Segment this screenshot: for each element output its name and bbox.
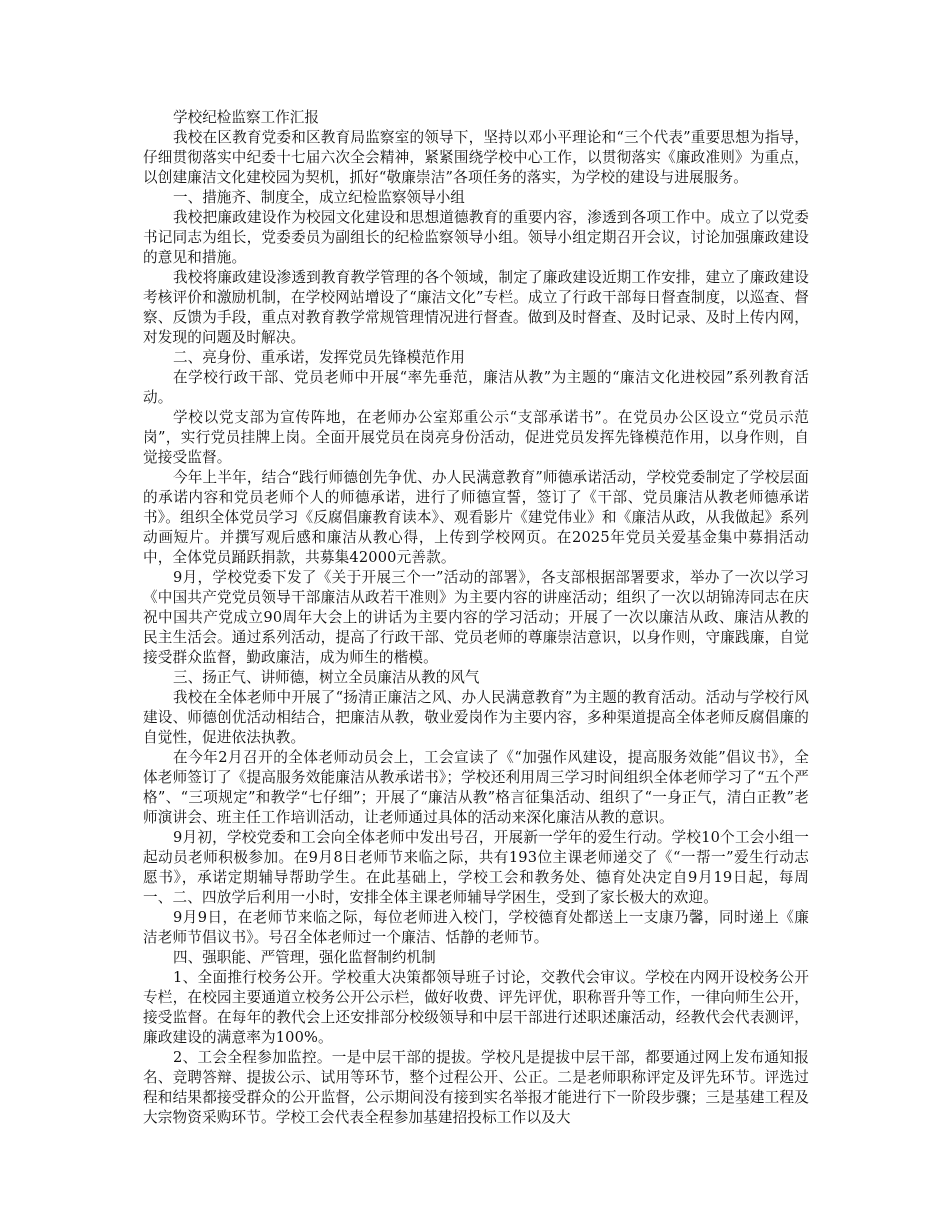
section-heading-2: 二、亮身份、重承诺，发挥党员先锋模范作用 [173,349,465,366]
paragraph: 9月9日，在老师节来临之际，每位老师进入校门，学校德育处都送上一支康乃馨，同时递上《廉洁老师节倡议书》。号召全体老师过一个廉洁、恬静的老师节。 [143,909,809,946]
paragraph: 9月，学校党委下发了《关于开展三个一”活动的部署》，各支部根据部署要求，举办了一次以学习《中国共产党党员领导干部廉洁从政若干准则》为主要内容的讲座活动；组织了一次以胡锦涛同志在庆祝中国共产党成立90周年大会上的讲话为主要内容的学习活动；开展了一次以廉洁从政、廉洁从教的民主生活会。通过系列活动，提高了行政干部、党员老师的尊廉崇洁意识，以身作则，守廉践廉，自觉接受群众监督，勤政廉洁，成为师生的楷模。 [143,569,809,666]
paragraph: 2、工会全程参加监控。一是中层干部的提拔。学校凡是提拔中层干部，都要通过网上发布通知报名、竞聘答辩、提拔公示、试用等环节，整个过程公开、公正。二是老师职称评定及评先环节。评选过程和结果都接受群众的公开监督，公示期间没有接到实名举报才能进行下一阶段步骤；三是基建工程及大宗物资采购环节。学校工会代表全程参加基建招投标工作以及大 [143,1049,809,1126]
document-title: 学校纪检监察工作汇报 [173,109,319,126]
paragraph: 9月初，学校党委和工会向全体老师中发出号召，开展新一学年的爱生行动。学校10个工会小组一起动员老师积极参加。在9月8日老师节来临之际，共有193位主课老师递交了《“一帮一”爱生行动志愿书》，承诺定期辅导帮助学生。在此基础上，学校工会和教务处、德育处决定自9月19日起，每周一、二、四放学后利用一小时，安排全体主课老师辅导学困生，受到了家长极大的欢迎。 [143,829,809,906]
paragraph: 我校在全体老师中开展了“扬清正廉洁之风、办人民满意教育”为主题的教育活动。活动与学校行风建设、师德创优活动相结合，把廉洁从教，敬业爱岗作为主要内容，多种渠道提高全体老师反腐倡廉的自觉性，促进依法执教。 [143,689,809,746]
paragraph: 在今年2月召开的全体老师动员会上，工会宣读了《“加强作风建设，提高服务效能”倡议书》，全体老师签订了《提高服务效能廉洁从教承诺书》；学校还利用周三学习时间组织全体老师学习了“五个严格”、“三项规定”和教学“七仔细”；开展了“廉洁从教”格言征集活动、组织了“一身正气，清白正教”老师演讲会、班主任工作培训活动，让老师通过具体的活动来深化廉洁从教的意识。 [143,749,809,826]
section-heading-1: 一、措施齐、制度全，成立纪检监察领导小组 [173,189,465,206]
paragraph: 我校将廉政建设渗透到教育教学管理的各个领域，制定了廉政建设近期工作安排，建立了廉政建设考核评价和激励机制，在学校网站增设了“廉洁文化”专栏。成立了行政干部每日督查制度，以巡查、督察、反馈为手段，重点对教育教学常规管理情况进行督查。做到及时督查、及时记录、及时上传内网，对发现的问题及时解决。 [143,269,809,346]
paragraph: 1、全面推行校务公开。学校重大决策都领导班子讨论，交教代会审议。学校在内网开设校务公开专栏，在校园主要通道立校务公开公示栏，做好收费、评先评优，职称晋升等工作，一律向师生公开，接受监督。在每年的教代会上还安排部分校级领导和中层干部进行述职述廉活动，经教代会代表测评，廉政建设的满意率为100%。 [143,969,809,1046]
paragraph: 我校把廉政建设作为校园文化建设和思想道德教育的重要内容，渗透到各项工作中。成立了以党委书记同志为组长，党委委员为副组长的纪检监察领导小组。领导小组定期召开会议，讨论加强廉政建设的意见和措施。 [143,209,809,266]
paragraph-intro: 我校在区教育党委和区教育局监察室的领导下，坚持以邓小平理论和“三个代表”重要思想为指导，仔细贯彻落实中纪委十七届六次全会精神，紧紧围绕学校中心工作，以贯彻落实《廉政准则》为重点，以创建廉洁文化建校园为契机，抓好“敬廉崇洁”各项任务的落实，为学校的建设与进展服务。 [143,129,809,186]
paragraph: 在学校行政干部、党员老师中开展“率先垂范，廉洁从教”为主题的“廉洁文化进校园”系列教育活动。 [143,369,809,406]
paragraph: 今年上半年，结合“践行师德创先争优、办人民满意教育”师德承诺活动，学校党委制定了学校层面的承诺内容和党员老师个人的师德承诺，进行了师德宣誓，签订了《干部、党员廉洁从教老师德承诺书》。组织全体党员学习《反腐倡廉教育读本》、观看影片《建党伟业》和《廉洁从政，从我做起》系列动画短片。并撰写观后感和廉洁从教心得，上传到学校网页。在2025年党员关爱基金集中募捐活动中，全体党员踊跃捐款，共募集42000元善款。 [143,469,809,566]
paragraph: 学校以党支部为宣传阵地，在老师办公室郑重公示“支部承诺书”。在党员办公区设立“党员示范岗”，实行党员挂牌上岗。全面开展党员在岗亮身份活动，促进党员发挥先锋模范作用，以身作则，自觉接受监督。 [143,409,809,466]
section-heading-3: 三、扬正气、讲师德，树立全员廉洁从教的风气 [173,669,480,686]
document-body [143,108,809,1128]
section-heading-4: 四、强职能、严管理，强化监督制约机制 [173,949,436,966]
